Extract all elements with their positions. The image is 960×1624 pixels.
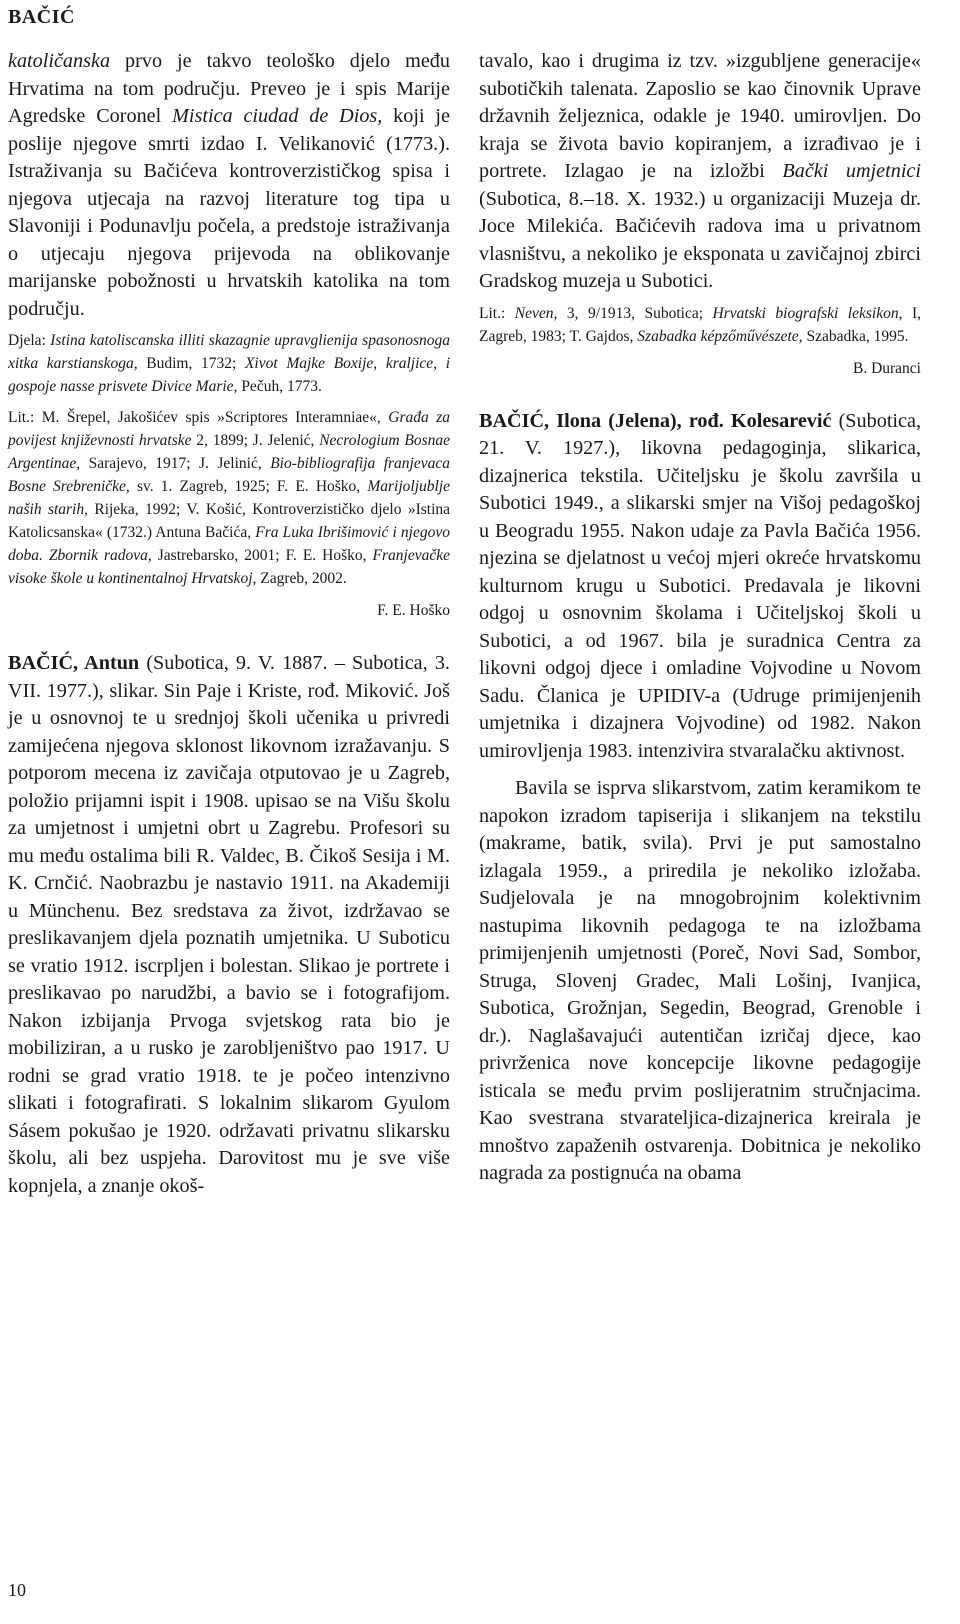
page-number: 10: [8, 1580, 26, 1600]
italic-title: Istina katoliscanska illiti skazagnie upravglienija spasonosnoga xitka karstianskoga,: [8, 332, 451, 372]
entry2-headword: BAČIĆ, Antun: [8, 652, 140, 674]
italic-title: Franjevačke visoke škole u kontinentalnoj Hrvatskoj: [8, 547, 451, 587]
entry2: [8, 650, 450, 1200]
italic-title: Fra Luka Ibrišimović i njegovo doba. Zbornik radova: [8, 524, 450, 564]
text-run: (Subotica, 8.–18. X. 1932.) u organizaciji Muzeja dr. Joce Milekića. Bačićevih radova ima u privatnom vlasništvu, a nekoliko je eksponata u zavičajnoj zbirci Gradskog muzeja u Subotici.: [479, 187, 921, 292]
text-run: , Pečuh, 1773.: [233, 378, 322, 395]
entry3: [479, 408, 921, 766]
entry3-text: (Subotica, 21. V. 1927.), likovna pedagoginja, slikarica, dizajnerica tekstila. Učiteljsku je školu završila u Subotici 1949., a slikarski smjer na Višoj pedagoškoj u Beogradu 1955. Nakon udaje za Pavla Bačića 1956. njezina se djelatnost u većoj mjeri okreće hrvatskomu kulturnom krugu u Subotici. Predavala je likovni odgoj u osnovnim školama i Učiteljskoj školi u Subotici, a od 1967. bila je suradnica Centra za likovni odgoj djece i omladine Vojvodine u Novom Sadu. Članica je UPIDIV-a (Udruge primijenjenih umjetnika i dizajnera Vojvodine) od 1982. Nakon umirovljenja 1983. intenzivira stvaralačku aktivnost.: [479, 409, 922, 762]
italic-title: Građa za povijest književnosti hrvatske: [8, 409, 451, 449]
running-head: BAČIĆ: [8, 6, 75, 28]
lit-label: Lit.:: [479, 304, 515, 322]
entry2-text: (Subotica, 9. V. 1887. – Subotica, 3. VII. 1977.), slikar. Sin Paje i Kriste, rođ. Miković. Još je u osnovnoj te u srednjoj školi učenika u privredi zamijećena njegova sklonost likovnom izražavanju. S potporom mecena iz zavičaja otputovao je u Zagreb, položio prijamni ispit i 1908. upisao se na Višu školu za umjetnost i umjetni obrt u Zagrebu. Profesori su mu među ostalima bili R. Valdec, B. Čikoš Sesija i M. K. Crnčić. Naobrazbu je nastavio 1911. na Akademiji u Münchenu. Bez sredstava za život, izdržavao se preslikavanjem djela poznatih umjetnika. U Suboticu se vratio 1912. iscrpljen i bolestan. Slikao je portrete i preslikavao po narudžbi, a bavio se i fotografijom. Nakon izbijanja Prvoga svjetskog rata bio je mobiliziran, a u rusko je zarobljeništvo pao 1917. U rodni se grad vratio 1918. te je počeo intenzivno slikati i fotografirati. S lokalnim slikarom Gyulom Sásem pokušao je 1920. održavati privatnu slikarsku školu, ali bez uspjeha. Darovitost mu je sve više kopnjela, a znanje okoš-: [8, 652, 450, 1197]
entry2-literature: [479, 302, 921, 348]
left-column: [8, 48, 450, 1200]
entry3-paragraph-2: Bavila se isprva slikarstvom, zatim keramikom te napokon izradom tapiserija i slikanjem na tekstilu (makrame, batik, svila). Prvi je put samostalno izlagala 1959., a priredila je nekoliko izložaba. Sudjelovala je na mnogobrojnim kolektivnim nastupima likovnih pedagoga te na izložbama primijenjenih umjetnosti (Poreč, Novi Sad, Sombor, Struga, Slovenj Gradec, Mali Lošinj, Ivanjica, Subotica, Grožnjan, Segedin, Beograd, Grenoble i dr.). Naglašavajući autentičan izričaj djece, kao privrženica nove koncepcije likovne pedagogije isticala se među prvim poslijeratnim stručnjacima. Kao svestrana stvarateljica-dizajnerica kreirala je mnoštvo zapaženih ostvarenja. Dobitnica je nekoliko nagrada za postignuća na obama: [479, 777, 921, 1184]
text-run: prvo je takvo teološko djelo među Hrvatima na tom području. Preveo je i spis Marije Agredske Coronel: [8, 50, 450, 127]
entry2-continuation: [479, 48, 921, 296]
text-run: Budim, 1732;: [137, 355, 245, 372]
entry1-works: [8, 329, 450, 398]
text-run: Sarajevo, 1917; J. Jelinić,: [80, 455, 271, 472]
text-run: 3, 9/1913, Subotica;: [557, 304, 713, 322]
entry2-signature: B. Duranci: [852, 359, 921, 377]
italic-title: Necrologium Bosnae Argentinae,: [8, 432, 450, 472]
text-run: M. Šrepel, Jakošićev spis »Scriptores Interamniae«,: [41, 409, 389, 426]
right-column: [479, 48, 921, 1188]
text-run: , Jastrebarsko, 2001; F. E. Hoško,: [147, 547, 373, 564]
italic-title: Szabadka képzőművészete: [637, 327, 799, 345]
text-run: , Szabadka, 1995.: [798, 327, 909, 345]
works-label: Djela:: [8, 332, 51, 349]
entry1-continuation: [8, 48, 450, 323]
italic-title: Xivot Majke Boxije, kraljice, i gospoje nasse prisvete Divice Marie: [8, 355, 450, 395]
text-run: , I, Zagreb, 1983; T. Gajdos,: [479, 304, 921, 345]
italic-term: katoličanska: [8, 50, 111, 72]
italic-title: Mistica ciudad de Dios,: [172, 105, 383, 127]
text-run: 2, 1899; J. Jelenić,: [191, 432, 320, 449]
text-run: koji je poslije njegove smrti izdao I. Velikanović (1773.). Istraživanja su Bačićeva kontroverzističkog spisa i njegova utjecaja na razvoj literature tog tipa u Slavoniji i Podunavlju počela, a predstoje istraživanja o utjecaju njegova prijevoda na oblikovanje marijanske pobožnosti u hrvatskih katolika na tom području.: [8, 105, 450, 320]
text-run: , Zagreb, 2002.: [252, 570, 347, 587]
text-run: Rijeka, 1992; V. Košić, Kontroverzističko djelo »Istina Katolicsanska« (1732.) Antuna Bačića,: [8, 501, 451, 541]
lit-label: Lit.:: [8, 409, 42, 426]
text-run: tavalo, kao i drugima iz tzv. »izgubljene generacije« subotičkih talenata. Zaposlio se kao činovnik Uprave državnih željeznica, odakle je 1940. umirovljen. Do kraja se života bavio kopiranjem, a izrađivao je i portrete. Izlagao je na izložbi: [479, 50, 921, 182]
entry1-literature: [8, 406, 450, 590]
italic-title: Marijoljublje naših starih,: [8, 478, 450, 518]
entry3-headword: BAČIĆ, Ilona (Jelena), rođ. Kolesarević: [479, 409, 832, 432]
text-run: , sv. 1. Zagreb, 1925; F. E. Hoško,: [125, 478, 368, 495]
italic-title: Neven,: [514, 304, 558, 322]
italic-title: Hrvatski biografski leksikon: [712, 304, 899, 322]
italic-title: Bio-bibliografija franjevaca Bosne Srebreničke: [8, 455, 450, 495]
italic-title: Bački umjetnici: [782, 160, 922, 182]
entry1-signature: F. E. Hoško: [377, 602, 450, 619]
